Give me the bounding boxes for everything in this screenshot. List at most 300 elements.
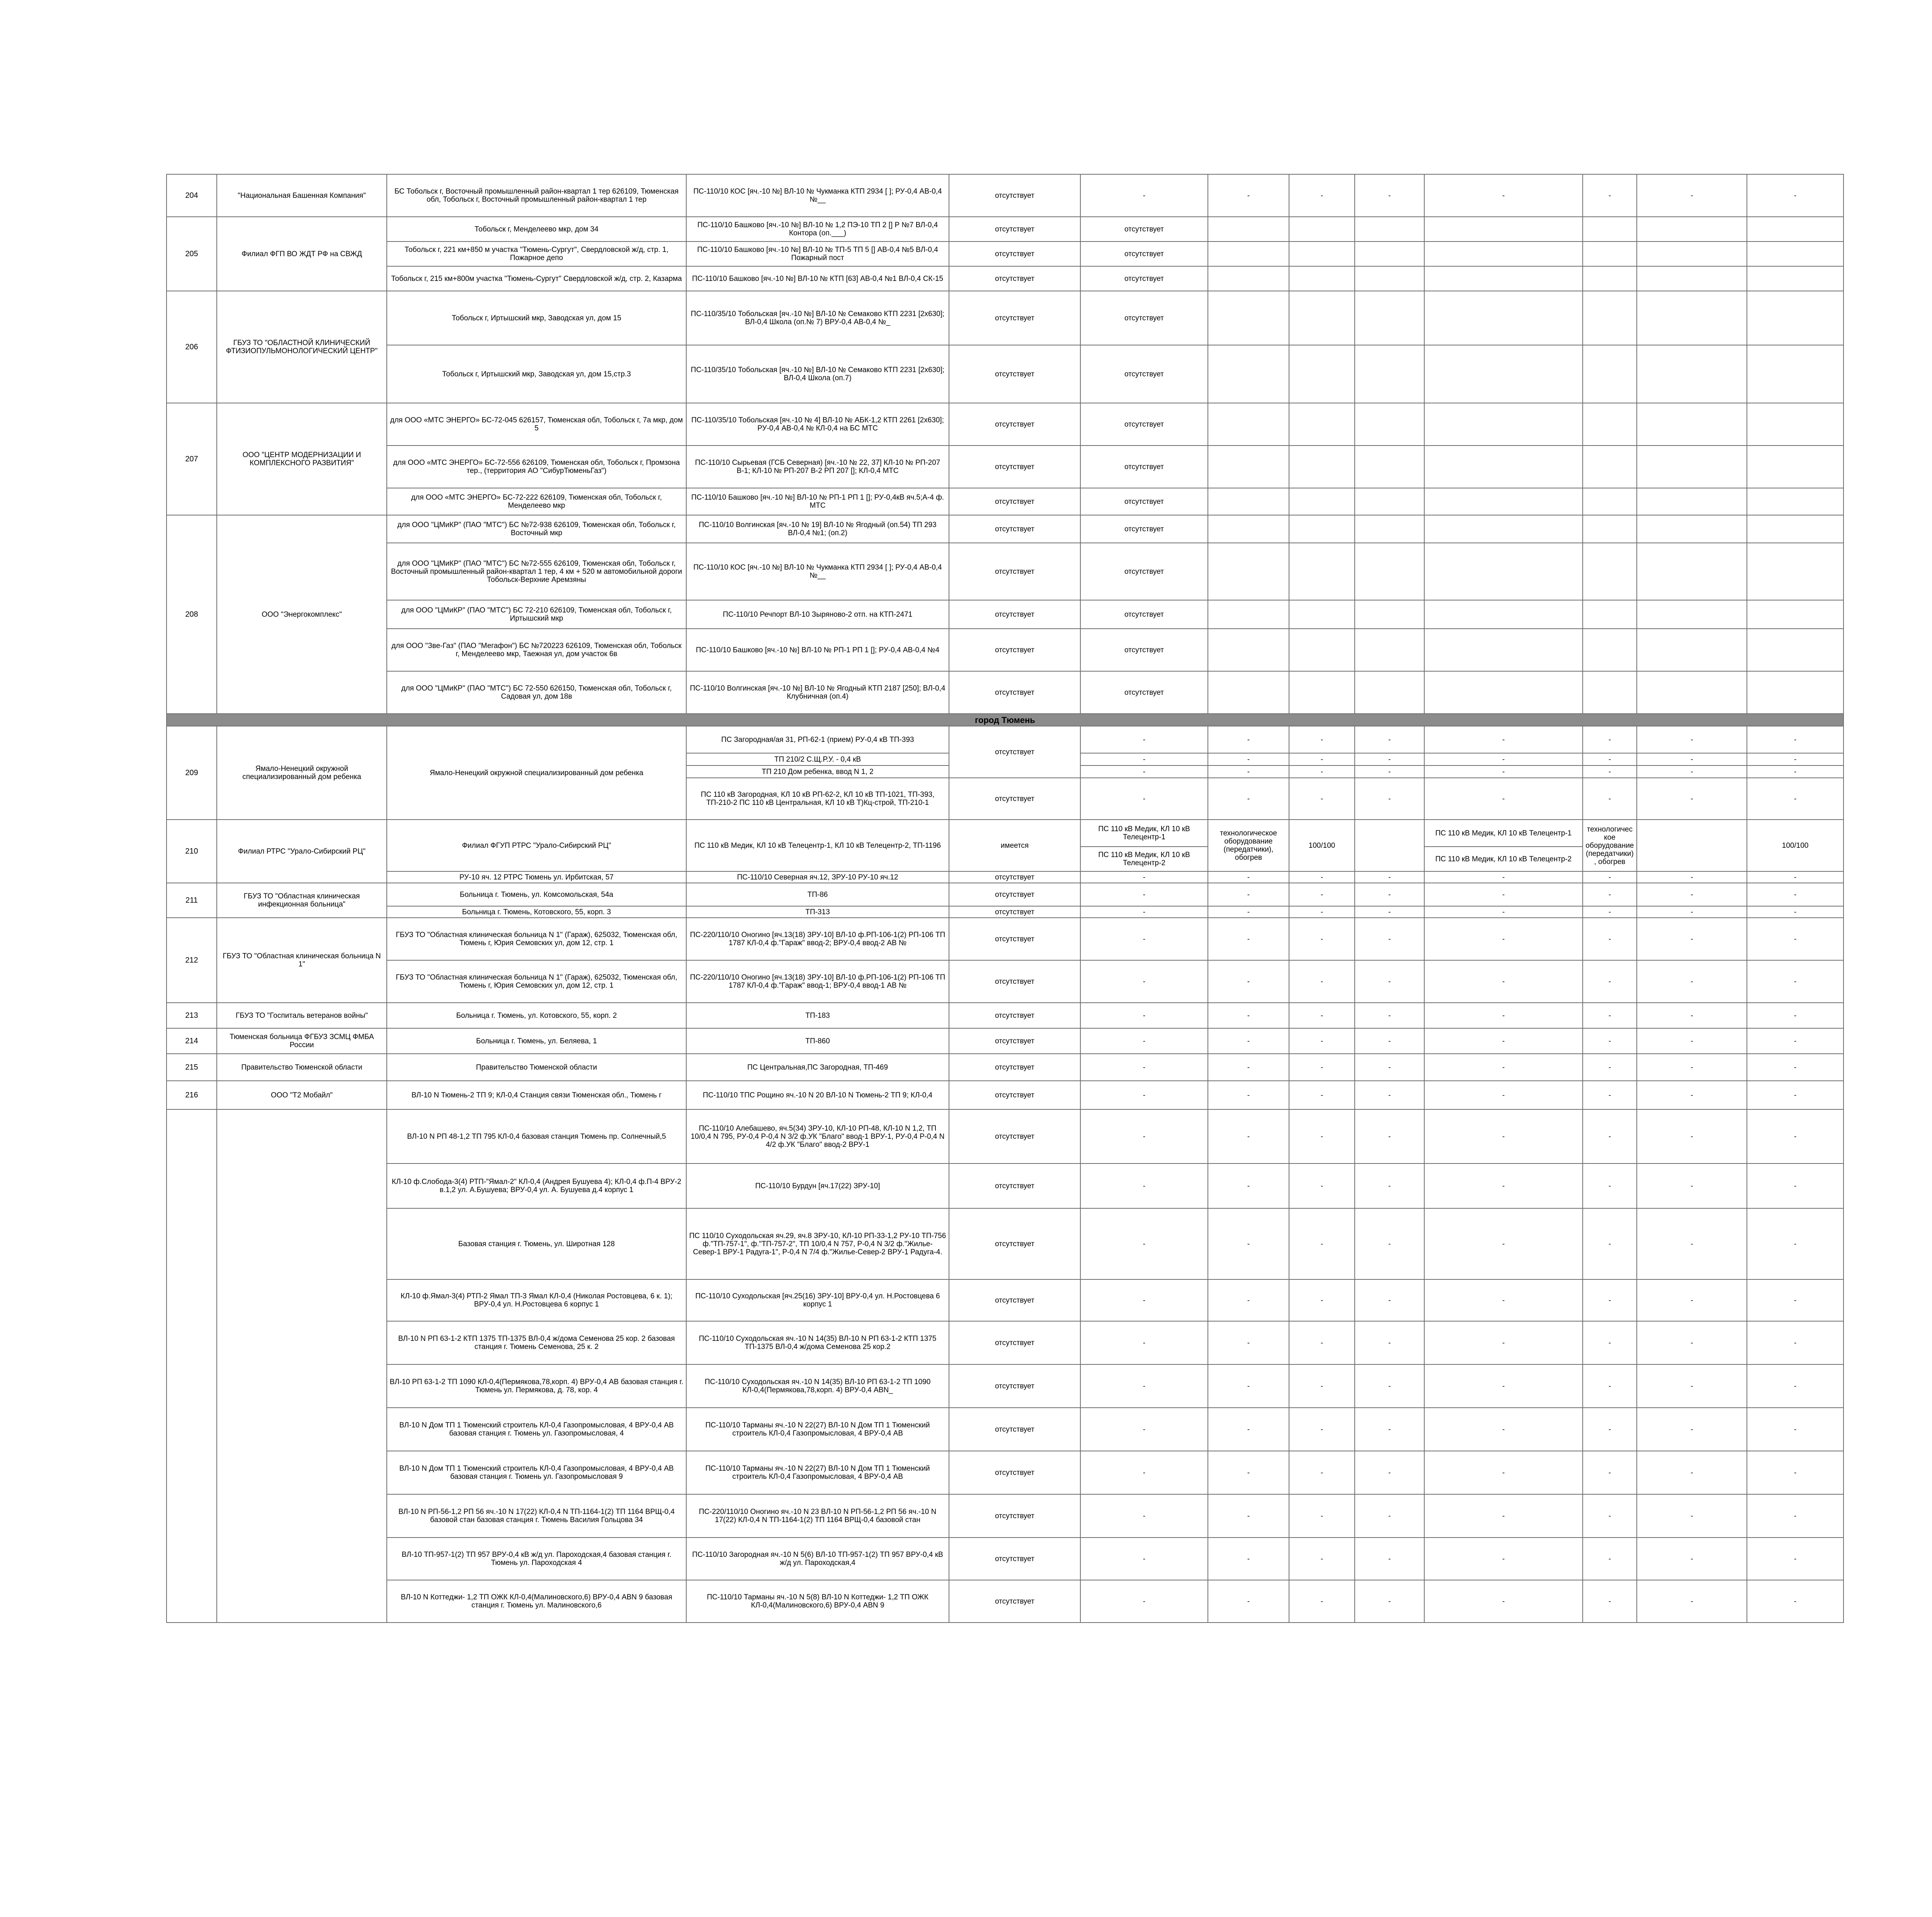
table-cell: -	[1208, 1321, 1289, 1364]
table-cell	[1355, 629, 1424, 671]
table-cell	[1637, 629, 1747, 671]
table-cell: -	[1747, 778, 1844, 820]
row-number: 209	[167, 726, 217, 820]
table-cell	[1424, 266, 1583, 291]
table-cell	[1424, 403, 1583, 446]
table-cell	[1747, 242, 1844, 266]
supply-scheme: ПС 110 кВ Загородная, КЛ 10 кВ РП-62-2, КЛ 10 кВ ТП-1021, ТП-393, ТП-210-2 ПС 110 кВ Центральная, КЛ 10 кВ Т)Кц-строй, ТП-210-1	[686, 778, 949, 820]
table-cell: -	[1637, 1451, 1747, 1494]
table-cell: отсутствует	[949, 1408, 1080, 1451]
consumer-address: для ООО "Зве-Газ" (ПАО "Мегафон") БС №720223 626109, Тюменская обл, Тобольск г, Менделеево мкр, Таежная ул, дом участок 6в	[387, 629, 686, 671]
table-cell: -	[1355, 778, 1424, 820]
table-cell	[1355, 345, 1424, 403]
supply-scheme: ПС-220/110/10 Оногино [яч.13(18) ЗРУ-10] ВЛ-10 ф.РП-106-1(2) РП-106 ТП 1787 КЛ-0,4 ф."Гараж" ввод-1; ВРУ-0,4 ввод-1 АВ №	[686, 960, 949, 1003]
supply-scheme: ПС-110/35/10 Тобольская [яч.-10 №] ВЛ-10 № Семаково КТП 2231 [2х630]; ВЛ-0,4 Школа (оп.№ 7) ВРУ-0,4 АВ-0,4 №_	[686, 291, 949, 345]
table-cell: отсутствует	[1080, 515, 1208, 543]
table-cell	[1747, 403, 1844, 446]
table-cell	[1747, 671, 1844, 714]
supply-scheme: ПС-110/10 ТПС Рощино яч.-10 N 20 ВЛ-10 N Тюмень-2 ТП 9; КЛ-0,4	[686, 1081, 949, 1109]
table-cell: -	[1583, 174, 1637, 217]
table-cell: -	[1424, 871, 1583, 883]
table-cell: отсутствует	[949, 1364, 1080, 1408]
table-cell: -	[1424, 1451, 1583, 1494]
table-cell: -	[1424, 1003, 1583, 1028]
consumer-address: для ООО "ЦМиКР" (ПАО "МТС") БС №72-555 626109, Тюменская обл, Тобольск г, Восточный промышленный район-квартал 1 тер, 4 км + 520 м автомобильной дороги Тобольск-Верхние Аремзяны	[387, 543, 686, 600]
supply-scheme: ПС-110/10 Сырьевая (ГСБ Северная) [яч.-10 № 22, 37] КЛ-10 № РП-207 В-1; КЛ-10 № РП-207 В-2 РП 207 []; КЛ-0,4 МТС	[686, 446, 949, 488]
table-cell	[1424, 242, 1583, 266]
consumer-address: Тобольск г, Иртышский мкр, Заводская ул, дом 15,стр.3	[387, 345, 686, 403]
table-cell: -	[1208, 1538, 1289, 1580]
table-row	[167, 1109, 1844, 1163]
supply-scheme: ПС-110/10 Суходольская яч.-10 N 14(35) ВЛ-10 РП 63-1-2 ТП 1090 КЛ-0,4(Пермякова,78,корп. 4) ВРУ-0,4 ABN_	[686, 1364, 949, 1408]
table-cell: -	[1637, 1208, 1747, 1279]
table-cell	[1747, 515, 1844, 543]
table-cell: -	[1583, 1003, 1637, 1028]
table-cell	[1747, 629, 1844, 671]
table-cell	[1289, 403, 1355, 446]
table-cell	[1289, 515, 1355, 543]
status: отсутствует	[949, 871, 1080, 883]
table-cell: -	[1289, 871, 1355, 883]
table-cell: -	[1583, 1494, 1637, 1538]
consumer-address: Базовая станция г. Тюмень, ул. Широтная 128	[387, 1208, 686, 1279]
supply-scheme: ТП 210 Дом ребенка, ввод N 1, 2	[686, 765, 949, 778]
equipment: технологическое оборудование (передатчики), обогрев	[1208, 820, 1289, 871]
table-cell: -	[1747, 1494, 1844, 1538]
table-cell	[1637, 600, 1747, 629]
table-row	[167, 1538, 1844, 1580]
table-cell	[1289, 671, 1355, 714]
table-cell	[1355, 515, 1424, 543]
table-cell: -	[1289, 1321, 1355, 1364]
table-cell: отсутствует	[949, 1208, 1080, 1279]
table-cell	[1637, 217, 1747, 242]
organization-name: ООО "ЦЕНТР МОДЕРНИЗАЦИИ И КОМПЛЕКСНОГО РАЗВИТИЯ"	[217, 403, 387, 515]
table-cell: отсутствует	[949, 906, 1080, 918]
table-cell: отсутствует	[949, 1109, 1080, 1163]
table-cell: отсутствует	[1080, 403, 1208, 446]
supply-scheme: ПС-110/10 Тарманы яч.-10 N 22(27) ВЛ-10 N Дом ТП 1 Тюменский строитель КЛ-0,4 Газопромысловая, 4 ВРУ-0,4 АВ	[686, 1408, 949, 1451]
table-cell: -	[1747, 753, 1844, 765]
table-cell: -	[1080, 1538, 1208, 1580]
table-cell: -	[1637, 753, 1747, 765]
table-cell	[1583, 600, 1637, 629]
table-cell: -	[1289, 753, 1355, 765]
table-cell: -	[1080, 753, 1208, 765]
table-cell: -	[1747, 1028, 1844, 1054]
consumer-address: ГБУЗ ТО "Областная клиническая больница N 1" (Гараж), 625032, Тюменская обл, Тюмень г, Юрия Семовских ул, дом 12, стр. 1	[387, 960, 686, 1003]
table-cell: отсутствует	[949, 1279, 1080, 1321]
table-cell	[1583, 543, 1637, 600]
table-cell: -	[1080, 1208, 1208, 1279]
table-cell: -	[1289, 906, 1355, 918]
table-cell: -	[1747, 1109, 1844, 1163]
table-cell: -	[1355, 918, 1424, 960]
consumer-address: БС Тобольск г, Восточный промышленный район-квартал 1 тер 626109, Тюменская обл, Тобольск г, Восточный промышленный район-квартал 1 тер	[387, 174, 686, 217]
table-cell: -	[1080, 1279, 1208, 1321]
table-cell: -	[1583, 1580, 1637, 1623]
table-row	[167, 1208, 1844, 1279]
row-number: 214	[167, 1028, 217, 1054]
table-row	[167, 291, 1844, 345]
table-cell: -	[1424, 1580, 1583, 1623]
table-cell	[1583, 671, 1637, 714]
table-cell: -	[1208, 1109, 1289, 1163]
table-cell	[1208, 266, 1289, 291]
table-cell: -	[1637, 1054, 1747, 1081]
organization-name: ГБУЗ ТО "Госпиталь ветеранов войны"	[217, 1003, 387, 1028]
table-cell	[1637, 403, 1747, 446]
table-cell: -	[1424, 1279, 1583, 1321]
reserve-line: ПС 110 кВ Медик, КЛ 10 кВ Телецентр-2	[1080, 847, 1208, 871]
table-cell: -	[1080, 1003, 1208, 1028]
table-cell: -	[1637, 1109, 1747, 1163]
table-cell: -	[1289, 1028, 1355, 1054]
table-cell: -	[1289, 918, 1355, 960]
table-cell	[1208, 488, 1289, 515]
table-cell: -	[1289, 778, 1355, 820]
table-cell: -	[1208, 871, 1289, 883]
table-row	[167, 906, 1844, 918]
table-cell: отсутствует	[1080, 629, 1208, 671]
table-cell: -	[1747, 918, 1844, 960]
consumer-address: ВЛ-10 N РП-56-1,2 РП 56 яч.-10 N 17(22) КЛ-0,4 N ТП-1164-1(2) ТП 1164 ВРЩ-0,4 базовой стан базовая станция г. Тюмень Василия Гольцова 34	[387, 1494, 686, 1538]
table-cell: отсутствует	[1080, 291, 1208, 345]
consumer-address: Тобольск г, Иртышский мкр, Заводская ул, дом 15	[387, 291, 686, 345]
table-cell: -	[1424, 1081, 1583, 1109]
table-cell: -	[1208, 1028, 1289, 1054]
table-cell	[1424, 446, 1583, 488]
table-cell	[1289, 266, 1355, 291]
consumer-address: для ООО "ЦМиКР" (ПАО "МТС") БС 72-550 626150, Тюменская обл, Тобольск г, Садовая ул, дом 18в	[387, 671, 686, 714]
supply-scheme: ПС-110/10 Башково [яч.-10 №] ВЛ-10 № РП-1 РП 1 []; РУ-0,4 АВ-0,4 №4	[686, 629, 949, 671]
table-row	[167, 1321, 1844, 1364]
table-row	[167, 345, 1844, 403]
table-cell	[1583, 242, 1637, 266]
table-cell	[1747, 266, 1844, 291]
table-cell: -	[1289, 765, 1355, 778]
table-cell: отсутствует	[1080, 671, 1208, 714]
table-cell: -	[1208, 906, 1289, 918]
table-cell: -	[1355, 1580, 1424, 1623]
consumer-address: Больница г. Тюмень, Котовского, 55, корп. 3	[387, 906, 686, 918]
table-cell: -	[1583, 1054, 1637, 1081]
table-cell: отсутствует	[949, 403, 1080, 446]
table-cell: -	[1355, 1364, 1424, 1408]
table-cell: -	[1355, 1451, 1424, 1494]
organization-name: ГБУЗ ТО "ОБЛАСТНОЙ КЛИНИЧЕСКИЙ ФТИЗИОПУЛЬМОНОЛОГИЧЕСКИЙ ЦЕНТР"	[217, 291, 387, 403]
table-cell: отсутствует	[949, 345, 1080, 403]
table-cell: отсутствует	[949, 1003, 1080, 1028]
table-cell: отсутствует	[949, 242, 1080, 266]
table-cell	[1289, 543, 1355, 600]
table-cell: -	[1424, 960, 1583, 1003]
table-cell: -	[1355, 1028, 1424, 1054]
supply-scheme: ПС-110/10 Бурдун [яч.17(22) ЗРУ-10]	[686, 1163, 949, 1208]
table-cell: -	[1289, 1003, 1355, 1028]
table-cell: -	[1747, 1163, 1844, 1208]
table-cell: отсутствует	[949, 266, 1080, 291]
table-cell	[1289, 488, 1355, 515]
table-cell: -	[1637, 1321, 1747, 1364]
table-cell: -	[1208, 778, 1289, 820]
table-cell: -	[1583, 1321, 1637, 1364]
table-cell: -	[1583, 918, 1637, 960]
table-cell: -	[1747, 1538, 1844, 1580]
table-cell	[167, 1109, 217, 1623]
table-cell: -	[1289, 1208, 1355, 1279]
table-cell: -	[1747, 871, 1844, 883]
organization-name: ГБУЗ ТО "Областная клиническая инфекционная больница"	[217, 883, 387, 918]
supply-scheme: ПС-110/10 Тарманы яч.-10 N 5(8) ВЛ-10 N Коттеджи- 1,2 ТП ОЖК КЛ-0,4(Малиновского,6) ВРУ-0,4 ABN 9	[686, 1580, 949, 1623]
table-cell: отсутствует	[1080, 242, 1208, 266]
consumer-address: Тобольск г, 221 км+850 м участка "Тюмень-Сургут", Свердловской ж/д, стр. 1, Пожарное депо	[387, 242, 686, 266]
table-cell: -	[1080, 1163, 1208, 1208]
table-cell: -	[1208, 1408, 1289, 1451]
table-cell: отсутствует	[949, 488, 1080, 515]
ratio: 100/100	[1747, 820, 1844, 871]
table-cell	[1424, 543, 1583, 600]
table-cell: -	[1355, 883, 1424, 906]
supply-scheme: ТП-183	[686, 1003, 949, 1028]
table-cell: -	[1080, 1109, 1208, 1163]
table-cell: -	[1080, 906, 1208, 918]
table-cell	[1355, 403, 1424, 446]
table-cell: отсутствует	[1080, 600, 1208, 629]
table-row	[167, 174, 1844, 217]
table-cell: -	[1424, 1408, 1583, 1451]
table-cell: -	[1208, 1081, 1289, 1109]
row-number: 204	[167, 174, 217, 217]
table-row	[167, 871, 1844, 883]
table-cell: -	[1637, 726, 1747, 753]
table-cell: -	[1289, 960, 1355, 1003]
consumer-address: Тобольск г, 215 км+800м участка "Тюмень-Сургут" Свердловской ж/д, стр. 2, Казарма	[387, 266, 686, 291]
table-cell: отсутствует	[949, 291, 1080, 345]
table-cell: -	[1583, 1364, 1637, 1408]
table-cell: -	[1080, 174, 1208, 217]
row-number: 205	[167, 217, 217, 291]
table-cell: -	[1583, 883, 1637, 906]
table-cell: -	[1355, 906, 1424, 918]
table-cell	[1289, 600, 1355, 629]
table-cell	[1289, 291, 1355, 345]
table-cell: -	[1424, 726, 1583, 753]
row-number: 210	[167, 820, 217, 883]
table-cell	[1424, 600, 1583, 629]
supply-scheme: ПС-110/10 Башково [яч.-10 №] ВЛ-10 № ТП-5 ТП 5 [] АВ-0,4 №5 ВЛ-0,4 Пожарный пост	[686, 242, 949, 266]
table-cell: -	[1289, 174, 1355, 217]
row-number: 215	[167, 1054, 217, 1081]
table-cell: -	[1637, 1081, 1747, 1109]
table-cell	[1355, 266, 1424, 291]
table-cell: отсутствует	[1080, 446, 1208, 488]
table-cell: -	[1747, 1081, 1844, 1109]
table-cell: -	[1424, 753, 1583, 765]
table-cell: отсутствует	[1080, 217, 1208, 242]
table-cell: -	[1289, 1279, 1355, 1321]
table-cell: -	[1424, 1054, 1583, 1081]
consumer-address: КЛ-10 ф.Слобода-3(4) РТП-"Ямал-2" КЛ-0,4 (Андрея Бушуева 4); КЛ-0,4 ф.П-4 ВРУ-2 в.1,2 ул. А.Бушуева; ВРУ-0,4 ул. А. Бушуева д.4 корпус 1	[387, 1163, 686, 1208]
table-cell: -	[1289, 1081, 1355, 1109]
supply-scheme: ПС-110/10 Волгинская [яч.-10 № 19] ВЛ-10 № Ягодный (оп.54) ТП 293 ВЛ-0,4 №1; (оп.2)	[686, 515, 949, 543]
table-cell: -	[1583, 906, 1637, 918]
table-cell	[1208, 671, 1289, 714]
table-cell: -	[1080, 1451, 1208, 1494]
table-row	[167, 883, 1844, 906]
supply-scheme: ПС-110/35/10 Тобольская [яч.-10 №] ВЛ-10 № Семаково КТП 2231 [2х630]; ВЛ-0,4 Школа (оп.7)	[686, 345, 949, 403]
reserve-line: ПС 110 кВ Медик, КЛ 10 кВ Телецентр-1	[1080, 820, 1208, 847]
table-row	[167, 1580, 1844, 1623]
table-cell: -	[1583, 1451, 1637, 1494]
table-cell: -	[1289, 1494, 1355, 1538]
table-cell: -	[1637, 1408, 1747, 1451]
consumer-address: ВЛ-10 N Тюмень-2 ТП 9; КЛ-0,4 Станция связи Тюменская обл., Тюмень г	[387, 1081, 686, 1109]
table-cell: отсутствует	[949, 1054, 1080, 1081]
table-cell	[1289, 345, 1355, 403]
table-cell: -	[1355, 1054, 1424, 1081]
table-cell: -	[1080, 1321, 1208, 1364]
table-cell: -	[1747, 765, 1844, 778]
consumer-address: ВЛ-10 N РП 63-1-2 КТП 1375 ТП-1375 ВЛ-0,4 ж/дома Семенова 25 кор. 2 базовая станция г. Тюмень Семенова, 25 к. 2	[387, 1321, 686, 1364]
table-cell	[1208, 629, 1289, 671]
table-cell: отсутствует	[949, 883, 1080, 906]
supply-scheme: ПС-110/35/10 Тобольская [яч.-10 № 4] ВЛ-10 № АБК-1,2 КТП 2261 [2х630]; РУ-0,4 АВ-0,4 № КЛ-0,4 на БС МТС	[686, 403, 949, 446]
supply-scheme: ТП-86	[686, 883, 949, 906]
reserve-line: ПС 110 кВ Медик, КЛ 10 кВ Телецентр-2	[1424, 847, 1583, 871]
table-cell	[1208, 403, 1289, 446]
table-cell: -	[1583, 1163, 1637, 1208]
table-cell	[1747, 217, 1844, 242]
table-cell: -	[1747, 960, 1844, 1003]
table-row	[167, 217, 1844, 242]
table-cell	[1583, 515, 1637, 543]
consumer-address: Филиал ФГУП РТРС "Урало-Сибирский РЦ"	[387, 820, 686, 871]
table-cell	[1583, 266, 1637, 291]
row-number: 212	[167, 918, 217, 1003]
section-header: город Тюмень	[167, 714, 1844, 726]
table-cell: -	[1747, 726, 1844, 753]
supply-scheme: ПС-110/10 Суходольская [яч.25(16) ЗРУ-10] ВРУ-0,4 ул. Н.Ростовцева 6 корпус 1	[686, 1279, 949, 1321]
row-number: 216	[167, 1081, 217, 1109]
table-cell: -	[1637, 1279, 1747, 1321]
table-cell: -	[1747, 1003, 1844, 1028]
table-cell: -	[1424, 765, 1583, 778]
table-cell	[1355, 446, 1424, 488]
table-cell: -	[1355, 1494, 1424, 1538]
table-cell: -	[1080, 1580, 1208, 1623]
table-row	[167, 671, 1844, 714]
table-cell: -	[1424, 778, 1583, 820]
row-number: 211	[167, 883, 217, 918]
supply-scheme: ПС 110 кВ Медик, КЛ 10 кВ Телецентр-1, КЛ 10 кВ Телецентр-2, ТП-1196	[686, 820, 949, 871]
table-cell: -	[1289, 1580, 1355, 1623]
consumer-address: ВЛ-10 РП 63-1-2 ТП 1090 КЛ-0,4(Пермякова,78,корп. 4) ВРУ-0,4 АВ базовая станция г. Тюмень ул. Пермякова, д. 78, кор. 4	[387, 1364, 686, 1408]
table-cell	[1355, 600, 1424, 629]
table-cell	[1424, 629, 1583, 671]
table-cell: отсутствует	[949, 515, 1080, 543]
supply-scheme: ТП-313	[686, 906, 949, 918]
table-cell: -	[1080, 1494, 1208, 1538]
table-cell	[1289, 217, 1355, 242]
organization-name: ООО "Т2 Мобайл"	[217, 1081, 387, 1109]
table-row	[167, 1054, 1844, 1081]
table-row	[167, 1081, 1844, 1109]
table-cell: отсутствует	[949, 1163, 1080, 1208]
table-cell: -	[1208, 1494, 1289, 1538]
table-cell	[1208, 446, 1289, 488]
table-cell	[1208, 600, 1289, 629]
supply-scheme: ПС-110/10 КОС [яч.-10 №] ВЛ-10 № Чукманка КТП 2934 [ ]; РУ-0,4 АВ-0,4 №__	[686, 174, 949, 217]
table-cell: отсутствует	[949, 671, 1080, 714]
table-cell: -	[1583, 1408, 1637, 1451]
table-cell	[1289, 242, 1355, 266]
table-cell: -	[1208, 1451, 1289, 1494]
table-cell: отсутствует	[949, 543, 1080, 600]
table-cell	[1424, 291, 1583, 345]
table-cell: отсутствует	[949, 1494, 1080, 1538]
table-cell	[1637, 242, 1747, 266]
supply-scheme: ПС Центральная,ПС Загородная, ТП-469	[686, 1054, 949, 1081]
table-cell: -	[1080, 778, 1208, 820]
table-cell: -	[1583, 1279, 1637, 1321]
table-cell: -	[1289, 1364, 1355, 1408]
table-cell	[1747, 291, 1844, 345]
table-row	[167, 1163, 1844, 1208]
table-cell: -	[1080, 1028, 1208, 1054]
table-cell: -	[1208, 918, 1289, 960]
table-cell	[1637, 291, 1747, 345]
table-cell: -	[1355, 960, 1424, 1003]
table-cell	[1208, 291, 1289, 345]
supply-scheme: ПС-110/10 Загородная яч.-10 N 5(6) ВЛ-10 ТП-957-1(2) ТП 957 ВРУ-0,4 кВ ж/д ул. Пароходская,4	[686, 1538, 949, 1580]
table-cell	[1637, 488, 1747, 515]
table-cell: -	[1355, 1279, 1424, 1321]
supply-scheme: ПС-110/10 Северная яч.12, ЗРУ-10 РУ-10 яч.12	[686, 871, 949, 883]
table-cell: отсутствует	[949, 1081, 1080, 1109]
table-cell: -	[1637, 1580, 1747, 1623]
table-cell: -	[1289, 883, 1355, 906]
supply-scheme: ПС 110/10 Суходольская яч.29, яч.8 ЗРУ-10, КЛ-10 РП-33-1,2 РУ-10 ТП-756 ф."ТП-757-1", ф."ТП-757-2", ТП 10/0,4 N 757, Р-0,4 N 3/2 ф."Жилье-Север-1 ВРУ-1 Радуга-1", Р-0,4 N 7/4 ф."Жилье-Север-2 ВРУ-1 Радуга-4.	[686, 1208, 949, 1279]
table-cell	[217, 1109, 387, 1623]
table-cell: -	[1289, 1538, 1355, 1580]
table-row	[167, 515, 1844, 543]
table-cell: -	[1355, 1081, 1424, 1109]
status: отсутствует	[949, 726, 1080, 778]
table-cell: -	[1637, 906, 1747, 918]
table-cell: -	[1208, 1279, 1289, 1321]
table-row	[167, 1028, 1844, 1054]
table-cell: -	[1583, 765, 1637, 778]
table-cell: -	[1289, 726, 1355, 753]
table-cell: -	[1208, 1054, 1289, 1081]
supply-scheme: ПС-110/10 Волгинская [яч.-10 №] ВЛ-10 № Ягодный КТП 2187 [250]; ВЛ-0,4 Клубничная (оп.4)	[686, 671, 949, 714]
table-cell: -	[1424, 174, 1583, 217]
table-row	[167, 1364, 1844, 1408]
table-cell: -	[1747, 883, 1844, 906]
table-cell	[1355, 671, 1424, 714]
table-cell: -	[1637, 1494, 1747, 1538]
organization-name: ООО "Энергокомплекс"	[217, 515, 387, 714]
supply-scheme: ПС-110/10 Башково [яч.-10 №] ВЛ-10 № 1,2 ПЭ-10 ТП 2 [] Р №7 ВЛ-0,4 Контора (оп.___)	[686, 217, 949, 242]
table-cell: -	[1747, 1408, 1844, 1451]
status: отсутствует	[949, 778, 1080, 820]
table-row	[167, 446, 1844, 488]
table-cell: -	[1583, 1208, 1637, 1279]
table-cell	[1355, 291, 1424, 345]
table-cell	[1355, 543, 1424, 600]
supply-scheme: ПС-110/10 Башково [яч.-10 №] ВЛ-10 № РП-1 РП 1 []; РУ-0,4кВ яч.5;А-4 ф. МТС	[686, 488, 949, 515]
